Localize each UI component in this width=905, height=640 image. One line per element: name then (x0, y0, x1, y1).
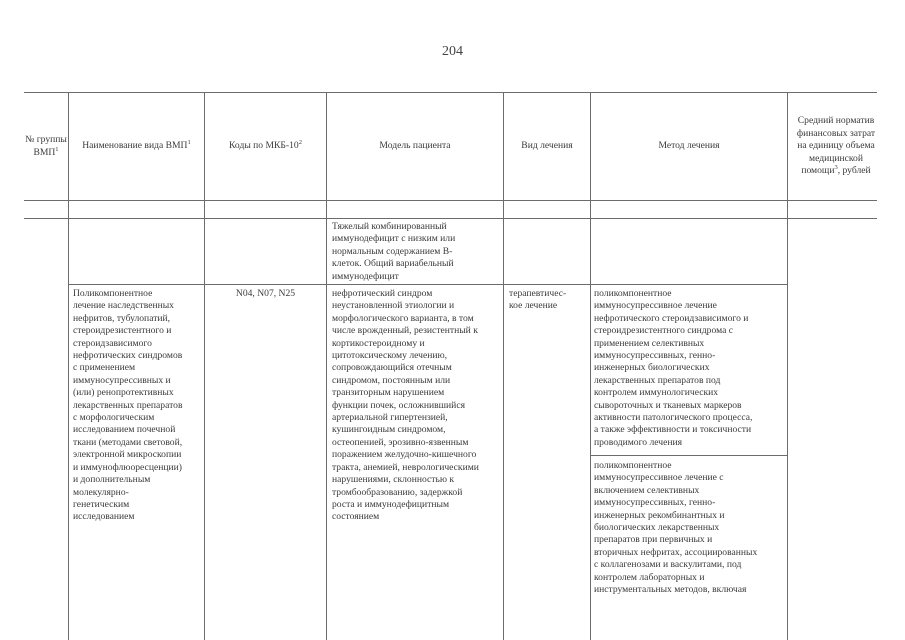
icd-codes-cell: N04, N07, N25 (235, 288, 296, 299)
col-border-5 (787, 92, 788, 640)
treatment-method-cell-1: поликомпонентное иммуносупрессивное лечение нефротического стероидзависимого и стероидрезистентного синдрома с применением селективных иммуносупрессивных, генно- инженерных биологических лекарственных препаратов под контролем иммунологических сывороточных и тканевых маркеров активности патологического процесса, а также эффективности и токсичности проводимого лечения (594, 288, 753, 448)
header-patient-model: Модель пациента (379, 140, 451, 152)
header-bottom-border (24, 200, 877, 201)
treatment-type-cell: терапевтичес- кое лечение (509, 288, 567, 312)
header-icd-codes: Коды по МКБ-$10^2$ (229, 139, 302, 152)
header-treatment-method: Метод лечения (658, 140, 720, 152)
treatment-method-cell-2: поликомпонентное иммуносупрессивное лечение с включением селективных иммуносупрессивных, генно- инженерных рекомбинантных и биологических лекарственных препаратов при первичных и вторичных нефритах, ассоциированных с коллагенозами и васкулитами, под контролем лабораторных и инструментальных методов, включая (594, 460, 758, 596)
header-group-no: № группы ВМП$^1$ (25, 134, 67, 158)
header-avg-standard: Средний норматив финансовых затрат на единицу объема медицинской помощи$^3$, рублей (796, 115, 876, 177)
method-divider (590, 455, 787, 456)
patient-model-cell: нефротический синдром неустановленной этиологии и морфологического варианта, в том числе врожденный, резистентный к кортикостероидному и цитотоксическому лечению, сопровождающийся отечным синдромом, постоянным или транзиторным нарушением функции почек, осложнившийся артериальной гипертензией, кушингоидным синдромом, остеопенией, эрозивно-язвенным поражением желудочно-кишечного тракта, анемией, неврологическими нарушениями, склонностью к тромбообразованию, задержкой роста и иммунодефицитным состоянием (332, 288, 479, 523)
vmp-name-cell: Поликомпонентное лечение наследственных нефритов, тубулопатий, стероидрезистентного и стероидзависимого нефротических синдромов с применением иммуносупрессивных и (или) ренопротективных лекарственных препаратов с морфологическим исследованием почечной ткани (методами световой, электронной микроскопии и иммунофлюоресценции) и дополнительным молекулярно- генетическим исследованием (73, 288, 183, 523)
row-divider (68, 284, 787, 285)
continued-patient-model: Тяжелый комбинированный иммунодефицит с низким или нормальным содержанием В- клеток. Общий вариабельный иммунодефицит (332, 221, 456, 282)
header-double-border (24, 218, 877, 219)
header-treatment-type: Вид лечения (521, 140, 573, 152)
header-vmp-name: Наименование вида ВМП$^1$ (82, 139, 191, 152)
page-number: 204 (442, 44, 463, 59)
